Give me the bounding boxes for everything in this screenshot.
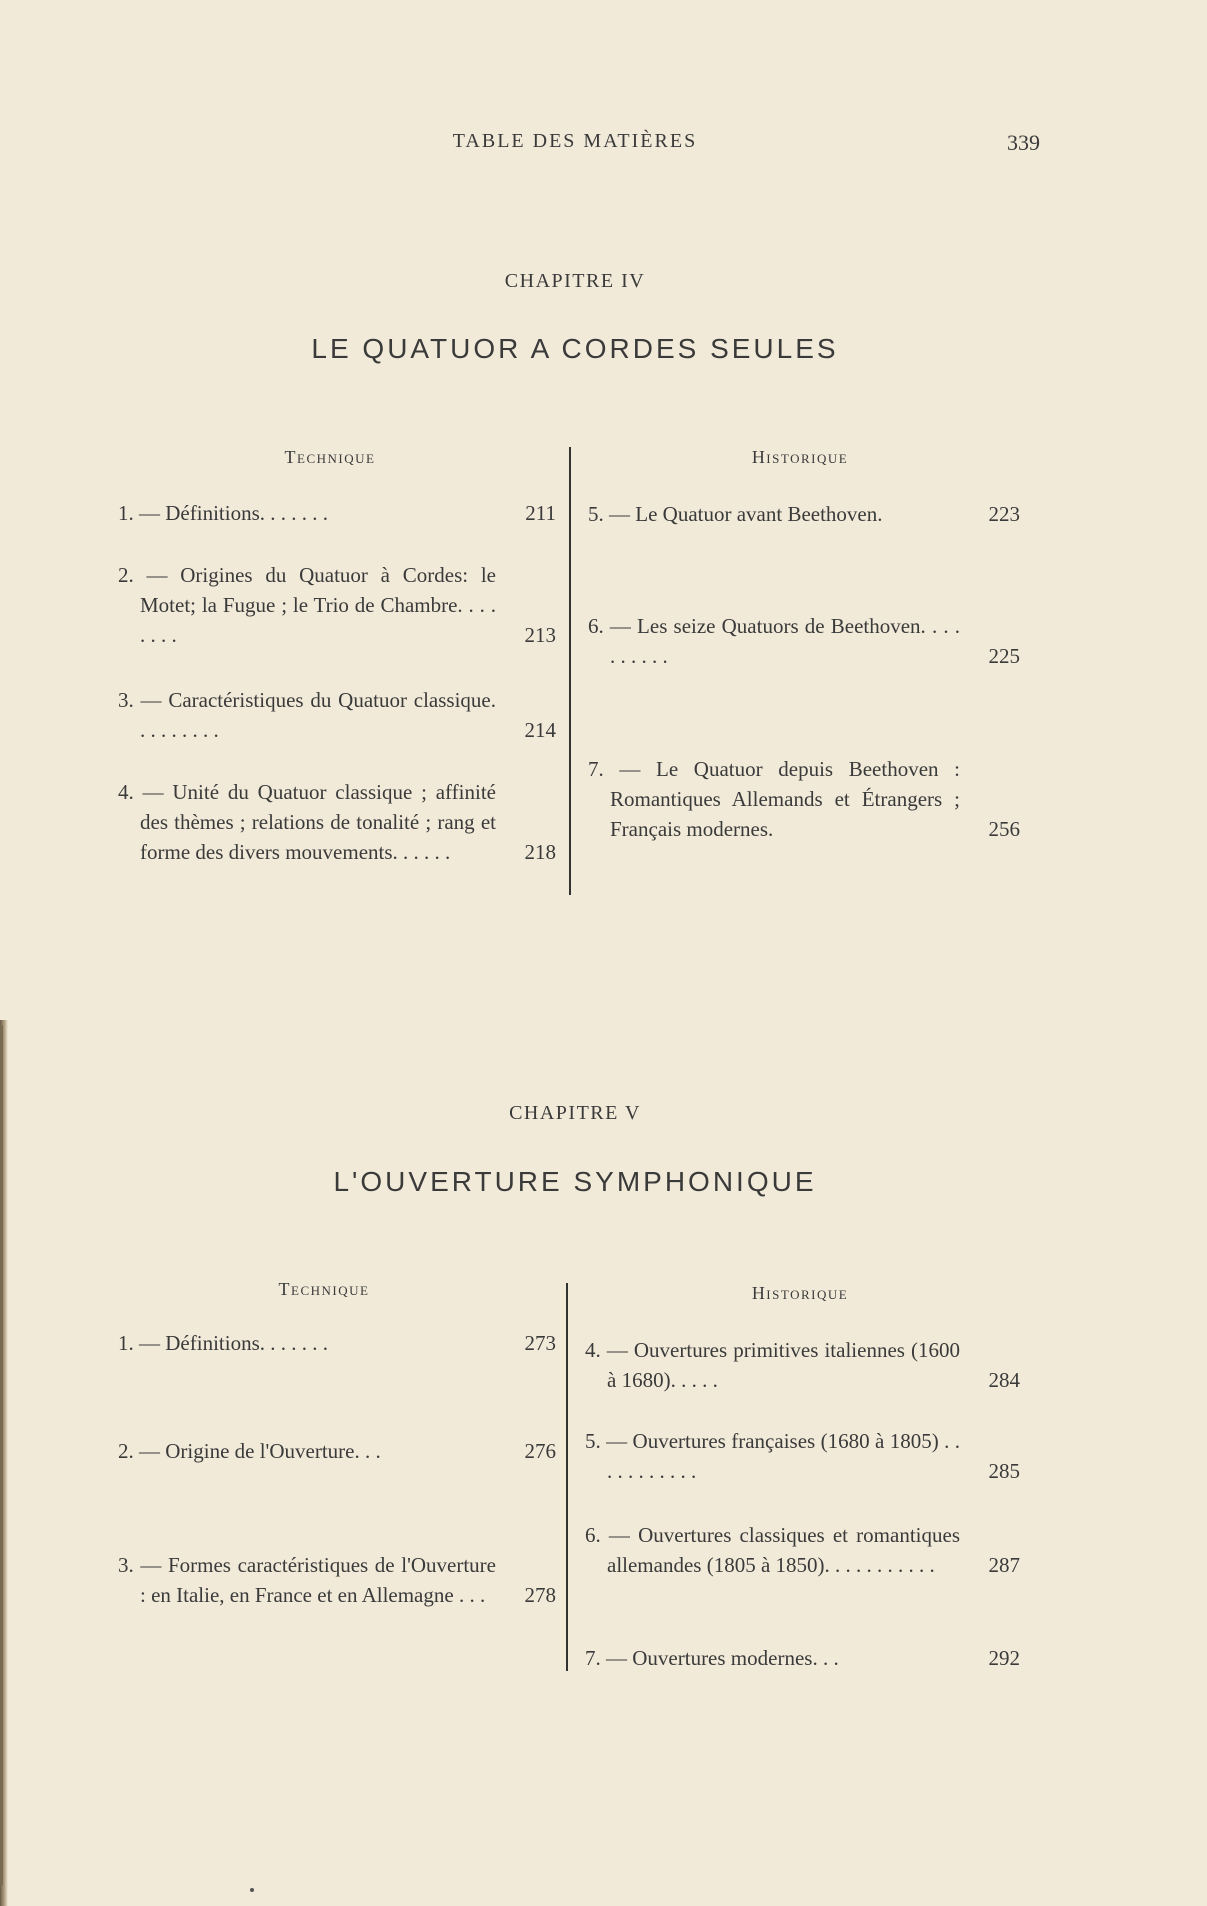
- toc-entry-page: 276: [524, 1439, 556, 1463]
- toc-entry-text: 6. — Les seize Quatuors de Beethoven. . . . . . . . . .: [588, 614, 960, 668]
- toc-entry-text: 1. — Définitions. . . . . . .: [118, 501, 328, 525]
- column-heading-technique: Technique: [278, 1279, 370, 1299]
- toc-entry-page: 214: [524, 718, 556, 742]
- column-heading-historique: Historique: [751, 1283, 849, 1303]
- toc-entry-page: 256: [988, 817, 1020, 841]
- toc-entry: [118, 560, 556, 650]
- chapter-label: CHAPITRE V: [509, 1102, 641, 1124]
- toc-entry-page: 278: [524, 1583, 556, 1607]
- toc-entry-page: 218: [524, 840, 556, 864]
- toc-entry-page: 285: [988, 1459, 1020, 1483]
- toc-entry: [585, 1335, 1020, 1395]
- toc-entry: [118, 1550, 556, 1610]
- print-speck: [250, 1888, 254, 1892]
- chapter-label: CHAPITRE IV: [504, 270, 646, 292]
- running-header: TABLE DES MATIÈRES: [452, 130, 698, 152]
- toc-entry: [588, 611, 1020, 671]
- toc-entry-text: 5. — Ouvertures françaises (1680 à 1805) . . . . . . . . . . .: [585, 1429, 960, 1483]
- column-divider: [569, 447, 571, 895]
- toc-entry-text: 3. — Caractéristiques du Quatuor classique. . . . . . . . .: [118, 688, 496, 742]
- toc-entry-page: 213: [524, 623, 556, 647]
- toc-entry: [588, 499, 1020, 529]
- toc-entry: [118, 498, 556, 528]
- toc-entry: [585, 1520, 1020, 1580]
- column-heading-historique: Historique: [751, 447, 849, 467]
- column-divider: [566, 1283, 568, 1671]
- toc-entry-text: 2. — Origine de l'Ouverture. . .: [118, 1439, 381, 1463]
- toc-entry-page: 223: [988, 502, 1020, 526]
- toc-entry-page: 273: [524, 1331, 556, 1355]
- toc-entry-page: 287: [988, 1553, 1020, 1577]
- toc-entry: [588, 754, 1020, 844]
- toc-entry-text: 2. — Origines du Quatuor à Cordes: le Motet; la Fugue ; le Trio de Chambre. . . . . . . .: [118, 563, 496, 647]
- toc-entry-text: 7. — Le Quatuor depuis Beethoven : Romantiques Allemands et Étrangers ; Français modernes.: [588, 757, 960, 841]
- page-number: 339: [1007, 130, 1040, 155]
- toc-entry: [585, 1426, 1020, 1486]
- toc-entry-text: 3. — Formes caractéristiques de l'Ouverture : en Italie, en France et en Allemagne . . .: [118, 1553, 496, 1607]
- toc-entry-page: 211: [525, 501, 556, 525]
- toc-entry-text: 4. — Unité du Quatuor classique ; affinité des thèmes ; relations de tonalité ; rang et forme des divers mouvements. . . . . .: [118, 780, 496, 864]
- toc-entry: [118, 777, 556, 867]
- toc-entry-page: 225: [988, 644, 1020, 668]
- page-edge-line: [0, 1025, 3, 1885]
- chapter-title: LE QUATUOR A CORDES SEULES: [311, 333, 839, 364]
- toc-entry: [118, 1328, 556, 1358]
- toc-entry-text: 5. — Le Quatuor avant Beethoven.: [588, 502, 883, 526]
- toc-entry-text: 6. — Ouvertures classiques et romantiques allemandes (1805 à 1850). . . . . . . . . . .: [585, 1523, 960, 1577]
- toc-entry-page: 284: [988, 1368, 1020, 1392]
- toc-entry-text: 1. — Définitions. . . . . . .: [118, 1331, 328, 1355]
- toc-entry: [118, 685, 556, 745]
- toc-entry-page: 292: [988, 1646, 1020, 1670]
- toc-entry-text: 7. — Ouvertures modernes. . .: [585, 1646, 839, 1670]
- chapter-title: L'OUVERTURE SYMPHONIQUE: [333, 1166, 817, 1197]
- toc-entry: [585, 1643, 1020, 1673]
- toc-entry: [118, 1436, 556, 1466]
- column-heading-technique: Technique: [284, 447, 376, 467]
- toc-entry-text: 4. — Ouvertures primitives italiennes (1600 à 1680). . . . .: [585, 1338, 960, 1392]
